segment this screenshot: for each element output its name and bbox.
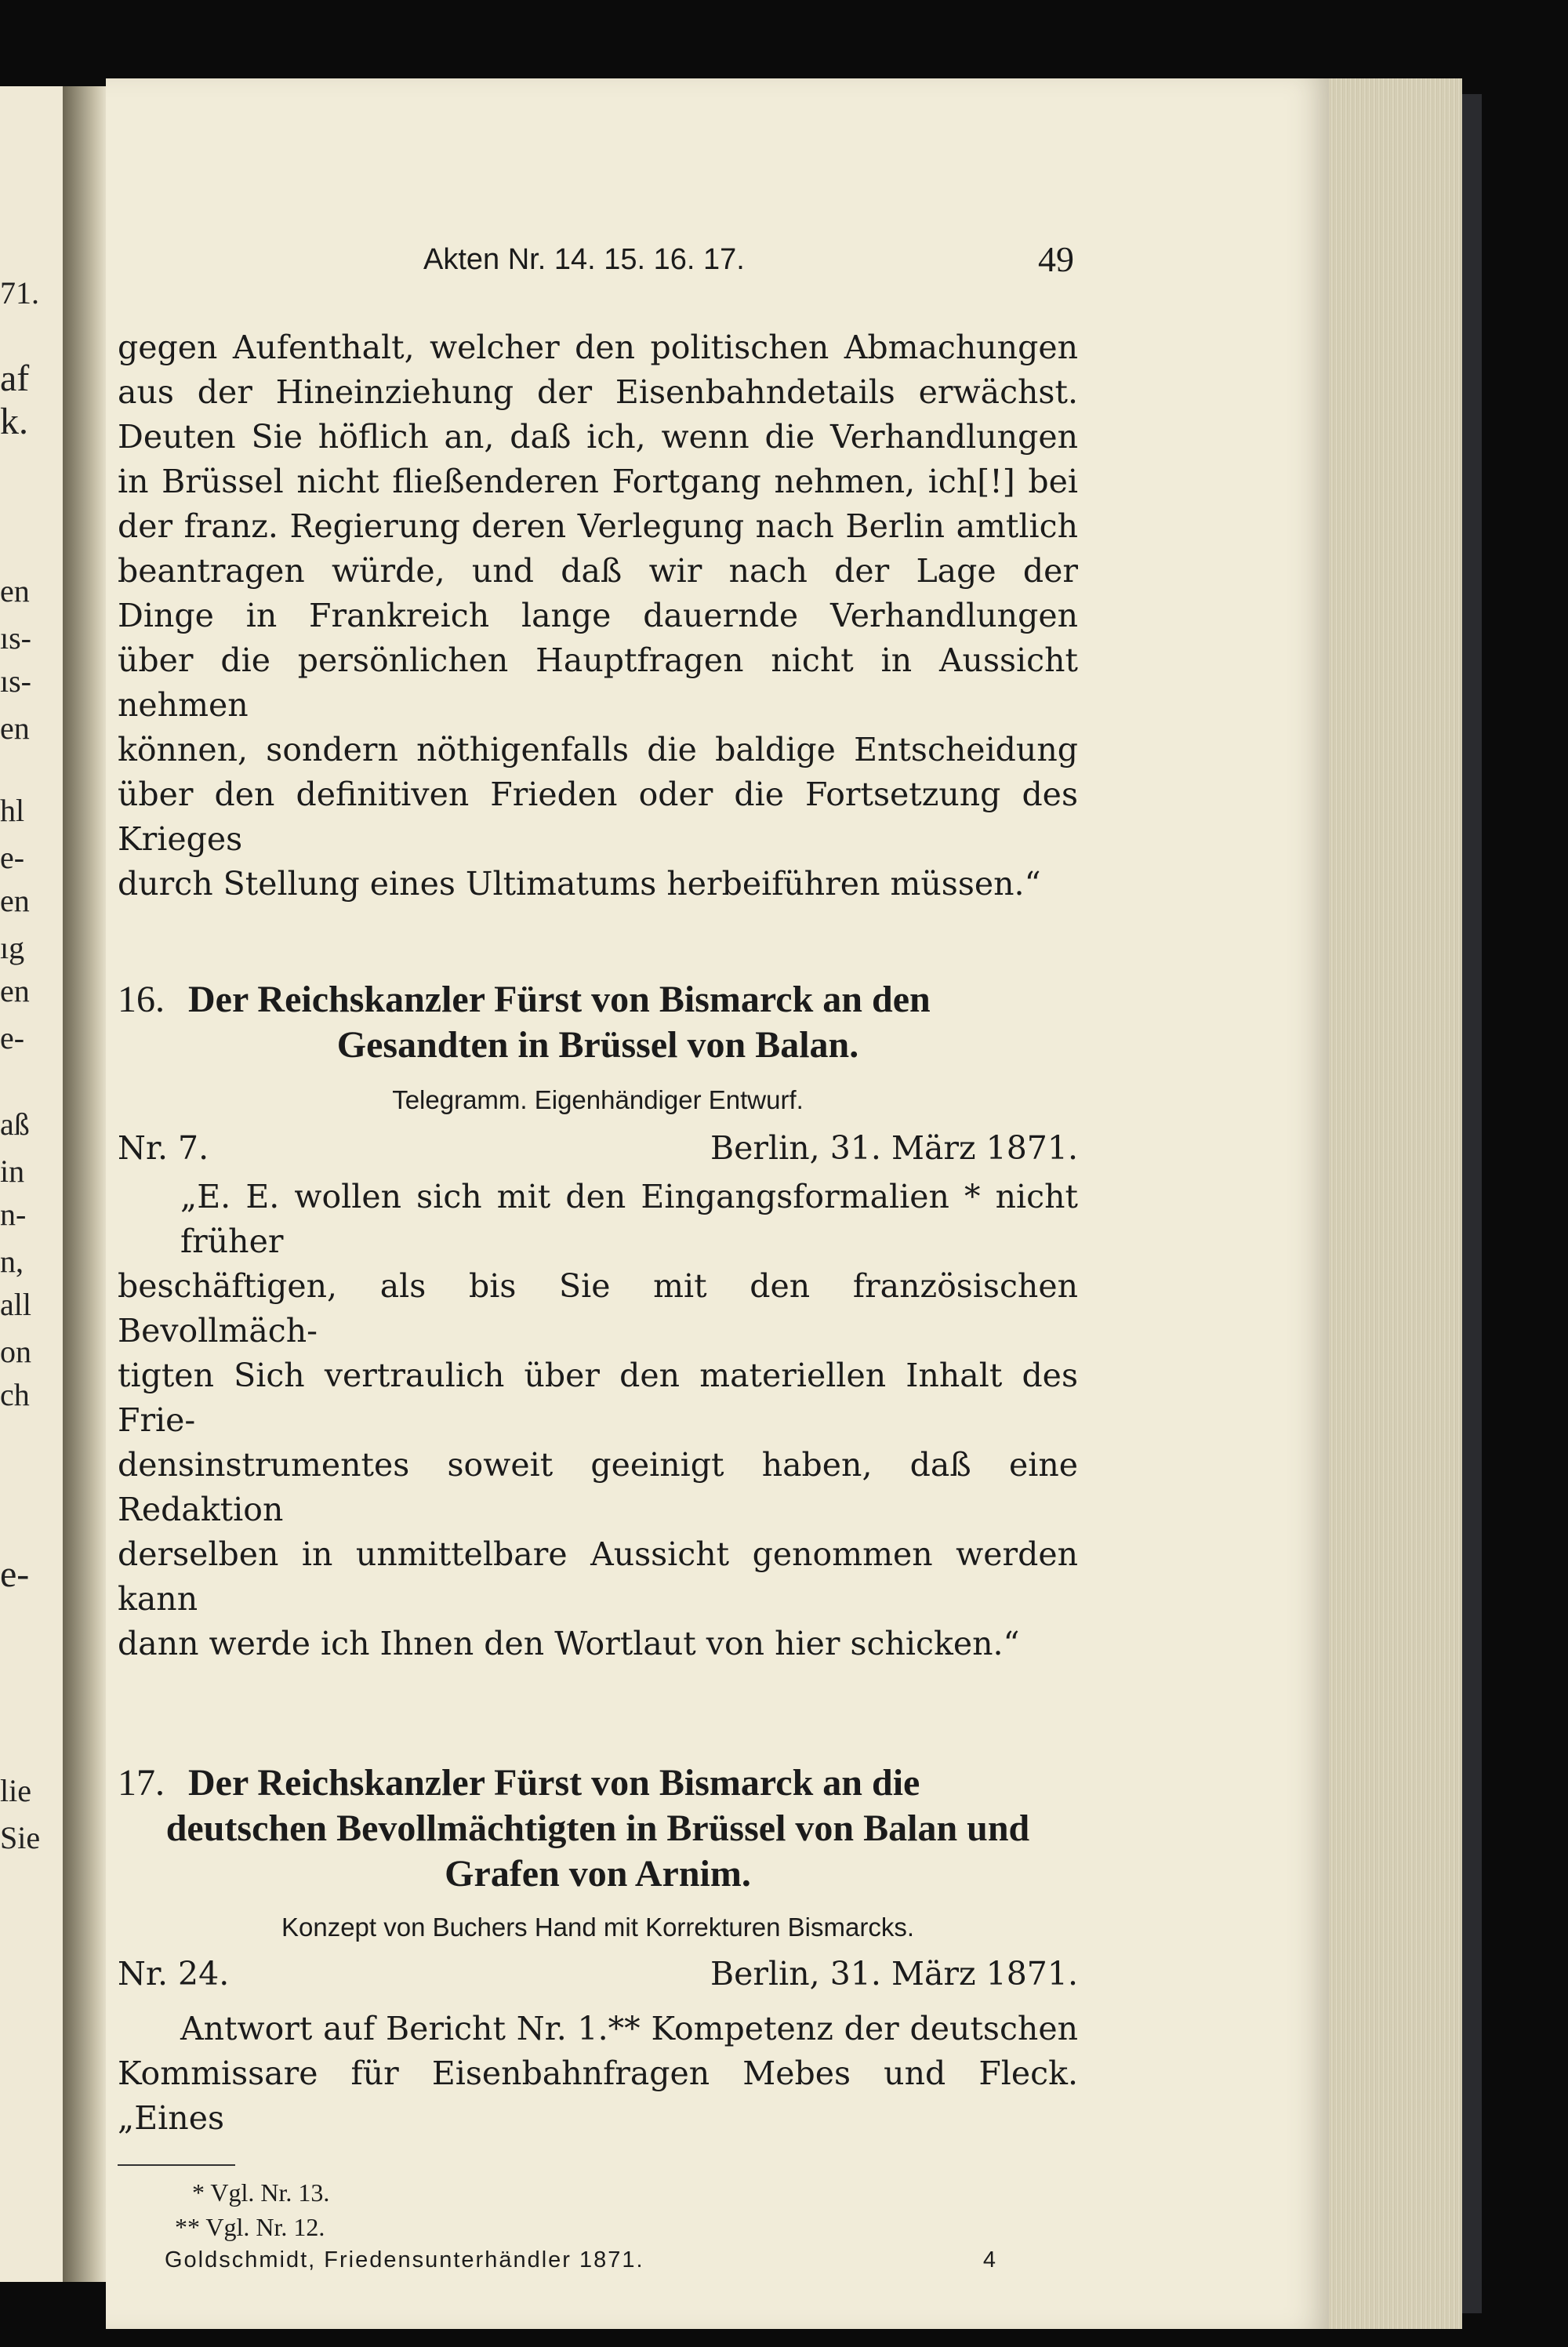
doc-number: Nr. 24. bbox=[118, 1955, 230, 1993]
section-16-heading bbox=[118, 977, 1078, 1068]
section-16-docline bbox=[118, 1129, 1078, 1167]
left-fragment: en bbox=[0, 973, 30, 1008]
text-line: derselben in unmittelbare Aussicht genommen werden kann bbox=[118, 1535, 1078, 1618]
left-fragment: n, bbox=[0, 1244, 24, 1279]
book-gutter bbox=[63, 86, 110, 2282]
left-fragment: hl bbox=[0, 793, 25, 828]
text-line: Deuten Sie höflich an, daß ich, wenn die Verhandlungen bbox=[118, 418, 1078, 456]
heading-line: Der Reichskanzler Fürst von Bismarck an die bbox=[188, 1762, 920, 1804]
paragraph-continued bbox=[118, 325, 1078, 906]
heading-line: deutschen Bevollmächtigten in Brüssel von Balan und bbox=[165, 1807, 1030, 1849]
left-fragment: on bbox=[0, 1334, 31, 1369]
signature-text: Goldschmidt, Friedensunterhändler 1871. bbox=[165, 2247, 644, 2273]
left-fragment: 71. bbox=[0, 275, 39, 311]
footnote: ** Vgl. Nr. 12. bbox=[175, 2213, 325, 2241]
text-line: gegen Aufenthalt, welcher den politischen Abmachungen bbox=[118, 329, 1078, 366]
footnote: * Vgl. Nr. 13. bbox=[192, 2178, 330, 2207]
text-line: dann werde ich Ihnen den Wortlaut von hier schicken.“ bbox=[118, 1625, 1020, 1662]
left-fragment: n- bbox=[0, 1197, 27, 1232]
page-content bbox=[118, 325, 1078, 2273]
book-cover-edge bbox=[1462, 94, 1482, 2313]
section-number: 16. bbox=[118, 979, 165, 1020]
left-fragment: en bbox=[0, 710, 30, 746]
text-line: „E. E. wollen sich mit den Eingangsformalien * nicht früher bbox=[180, 1178, 1078, 1260]
header-title: Akten Nr. 14. 15. 16. 17. bbox=[423, 243, 745, 276]
doc-number: Nr. 7. bbox=[118, 1129, 209, 1167]
place-date: Berlin, 31. März 1871. bbox=[710, 1955, 1078, 1993]
heading-line: Der Reichskanzler Fürst von Bismarck an den bbox=[188, 979, 931, 1020]
text-line: Kommissare für Eisenbahnfragen Mebes und Fleck. „Eines bbox=[118, 2055, 1078, 2137]
page-number: 49 bbox=[1038, 239, 1074, 279]
left-fragment: e- bbox=[0, 1553, 30, 1595]
left-fragment: af bbox=[0, 358, 30, 399]
text-line: über die persönlichen Hauptfragen nicht in Aussicht nehmen bbox=[118, 641, 1078, 724]
left-fragment: Sie bbox=[0, 1820, 41, 1855]
text-line: tigten Sich vertraulich über den materiellen Inhalt des Frie- bbox=[118, 1357, 1078, 1439]
left-fragment: e- bbox=[0, 1020, 25, 1055]
section-number: 17. bbox=[118, 1762, 165, 1804]
text-line: in Brüssel nicht fließenderen Fortgang nehmen, ich[!] bei bbox=[118, 463, 1078, 500]
heading-line: Grafen von Arnim. bbox=[445, 1853, 751, 1895]
place-date: Berlin, 31. März 1871. bbox=[710, 1129, 1078, 1167]
text-line: der franz. Regierung deren Verlegung nach Berlin amtlich bbox=[118, 507, 1078, 545]
left-page-fragment bbox=[0, 86, 63, 2282]
left-fragment: e- bbox=[0, 840, 25, 875]
left-fragment: en bbox=[0, 883, 30, 918]
left-fragment: k. bbox=[0, 401, 28, 442]
left-fragment: all bbox=[0, 1287, 31, 1322]
section-17-body bbox=[118, 2007, 1078, 2141]
left-fragment: lie bbox=[0, 1773, 31, 1808]
page-edges bbox=[1329, 78, 1462, 2329]
heading-line: Gesandten in Brüssel von Balan. bbox=[336, 1024, 859, 1066]
section-17-subtitle: Konzept von Buchers Hand mit Korrekturen Bismarcks. bbox=[281, 1913, 914, 1942]
text-line: aus der Hineinziehung der Eisenbahndetails erwächst. bbox=[118, 373, 1078, 411]
left-fragment: ch bbox=[0, 1377, 30, 1412]
section-17-docline bbox=[118, 1955, 1078, 1993]
section-16-body bbox=[118, 1175, 1078, 1666]
left-fragment: ıs- bbox=[0, 620, 31, 656]
text-line: Dinge in Frankreich lange dauernde Verhandlungen bbox=[118, 597, 1078, 634]
left-fragment: aß bbox=[0, 1106, 30, 1142]
text-line: über den definitiven Frieden oder die Fortsetzung des Krieges bbox=[118, 776, 1078, 858]
printer-signature bbox=[118, 2247, 996, 2273]
text-line: Antwort auf Bericht Nr. 1.** Kompetenz der deutschen bbox=[180, 2010, 1078, 2047]
left-fragment: in bbox=[0, 1154, 25, 1189]
text-line: beantragen würde, und daß wir nach der Lage der bbox=[118, 552, 1078, 590]
section-17-heading bbox=[118, 1760, 1078, 1897]
text-line: beschäftigen, als bis Sie mit den französischen Bevollmäch- bbox=[118, 1267, 1078, 1350]
left-fragment: en bbox=[0, 573, 30, 609]
sheet-number: 4 bbox=[982, 2247, 996, 2273]
running-header bbox=[321, 239, 1074, 290]
text-line: können, sondern nöthigenfalls die baldige Entscheidung bbox=[118, 731, 1078, 768]
text-line: densinstrumentes soweit geeinigt haben, daß eine Redaktion bbox=[118, 1446, 1078, 1528]
left-fragment: ıg bbox=[0, 930, 25, 965]
section-16-subtitle: Telegramm. Eigenhändiger Entwurf. bbox=[392, 1085, 804, 1114]
text-line: durch Stellung eines Ultimatums herbeiführen müssen.“ bbox=[118, 865, 1041, 903]
left-fragment: ıs- bbox=[0, 663, 31, 699]
